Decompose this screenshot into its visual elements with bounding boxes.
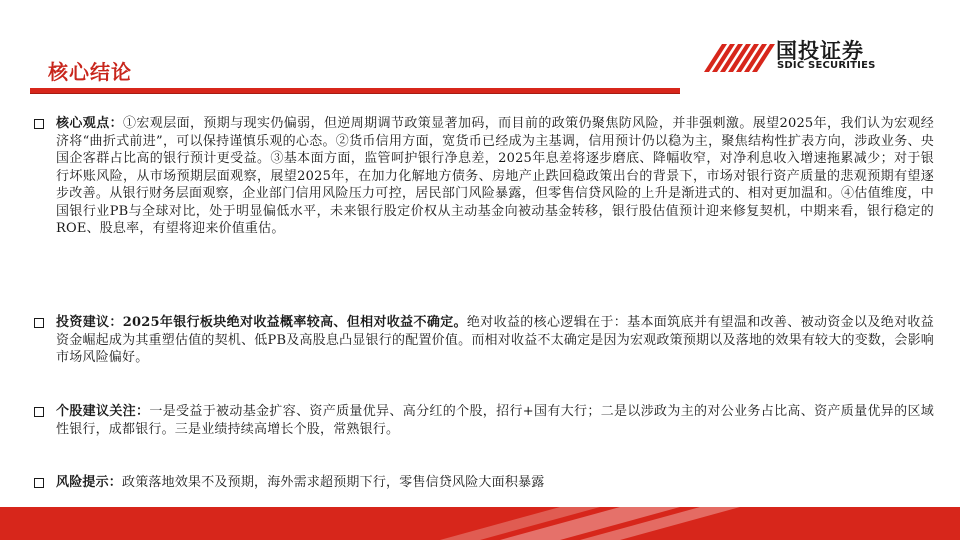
section-text: ①宏观层面，预期与现实仍偏弱，但逆周期调节政策显著加码，而目前的政策仍聚焦防风险，并非强刺激。展望2025年，我们认为宏观经济将“曲折式前进”，可以保持谨慎乐观的心态。②货币信用方面，宽货币已经成为主基调，信用预计仍以稳为主，聚焦结构性扩表方向，涉政业务、央国企客群占比高的银行预计更受益。③基本面方面，监管呵护银行净息差，2025年息差将逐步磨底、降幅收窄，对净利息收入增速拖累减少；对于银行坏账风险，从市场预期层面观察，展望2025年，在加力化解地方债务、房地产止跌回稳政策出台的背景下，市场对银行资产质量的悲观预期有望逐步改善。从银行财务层面观察，企业部门信用风险压力可控，居民部门风险暴露，但零售信贷风险的上升是渐进式的、相对更加温和。④估值维度，中国银行业PB与全球对比，处于明显偏低水平，未来银行股定价权从主动基金向被动基金转移，银行股估值预计迎来修复契机，中期来看，银行稳定的ROE、股息率，有望将迎来价值重估。: [56, 116, 934, 236]
section-text: 政策落地效果不及预期，海外需求超预期下行，零售信贷风险大面积暴露: [122, 475, 545, 490]
section-core-view: [34, 115, 934, 238]
section-text: 绝对收益的核心逻辑在于：基本面筑底并有望温和改善、被动资金以及绝对收益资金崛起成为其重塑估值的契机、低PB及高股息凸显银行的配置价值。而相对收益不太确定是因为宏观政策预期以及落地的效果有较大的变数，会影响市场风险偏好。: [56, 315, 934, 365]
section-body: [56, 115, 934, 238]
checkbox-bullet-icon: [34, 318, 44, 328]
section-label: 投资建议：2025年银行板块绝对收益概率较高、但相对收益不确定。: [56, 315, 467, 330]
checkbox-bullet-icon: [34, 407, 44, 417]
title-underline-shadow: [30, 93, 680, 94]
checkbox-bullet-icon: [34, 478, 44, 488]
footer-band: [0, 507, 960, 540]
section-body: [56, 403, 934, 438]
page-title: 核心结论: [48, 60, 132, 84]
section-text: 一是受益于被动基金扩容、资产质量优异、高分红的个股，招行+国有大行；二是以涉政为主的对公业务占比高、资产质量优异的区域性银行，成都银行。三是业绩持续高增长个股，常熟银行。: [56, 404, 934, 437]
section-label: 个股建议关注：: [56, 404, 150, 419]
section-body: [56, 474, 934, 492]
section-stock-picks: [34, 403, 934, 438]
logo-cn-text: 国投证券: [776, 39, 864, 63]
section-risk-warning: [34, 474, 934, 492]
section-body: [56, 314, 934, 367]
checkbox-bullet-icon: [34, 119, 44, 129]
section-investment-advice: [34, 314, 934, 367]
section-label: 核心观点：: [56, 116, 123, 131]
section-label: 风险提示：: [56, 475, 123, 490]
logo-en-text: SDIC SECURITIES: [777, 60, 876, 71]
